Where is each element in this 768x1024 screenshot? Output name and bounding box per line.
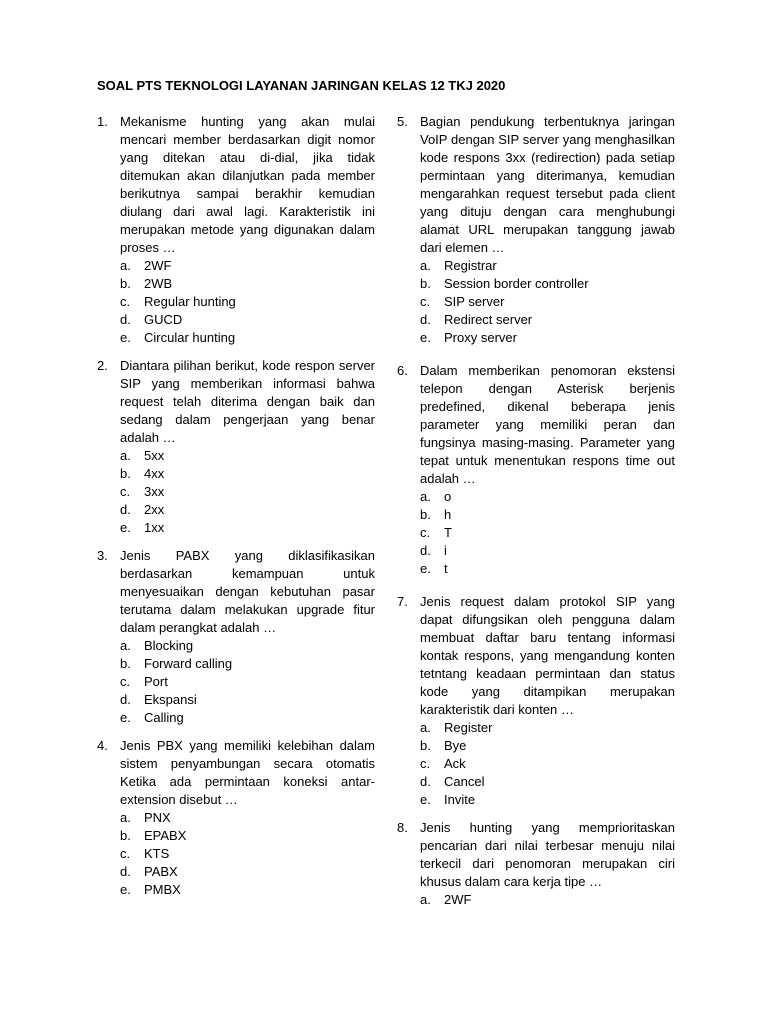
- option-text: 1xx: [144, 520, 165, 535]
- option-text: 5xx: [144, 448, 165, 463]
- question-text: Dalam memberikan penomoran ekstensi telepon dengan Asterisk berjenis predefined, dikenal beberapa jenis parameter yang memiliki peran dan fungsinya masing-masing. Parameter yang tepat untuk menentukan respons time out adalah …: [420, 363, 675, 486]
- option-letter: b.: [420, 507, 431, 522]
- option-text: Circular hunting: [144, 330, 236, 345]
- question-text: Jenis PABX yang diklasifikasikan berdasarkan kemampuan untuk menyesuaikan dengan kebutuhan pasar terutama dalam melakukan upgrade fitur dalam perangkat adalah …: [120, 548, 375, 635]
- option-letter: a.: [420, 892, 431, 907]
- question-number: 4.: [97, 738, 108, 753]
- answer-option: [420, 488, 675, 506]
- option-text: PMBX: [144, 882, 181, 897]
- answer-option: [120, 275, 375, 293]
- answer-options: [420, 891, 675, 909]
- option-text: Regular hunting: [144, 294, 236, 309]
- answer-option: [420, 542, 675, 560]
- option-letter: a.: [120, 448, 131, 463]
- question-text: Diantara pilihan berikut, kode respon server SIP yang memberikan informasi bahwa request telah diterima dengan baik dan sedang dalam pengerjaan yang benar adalah …: [120, 358, 375, 445]
- question-number: 7.: [397, 594, 408, 609]
- option-text: Proxy server: [444, 330, 517, 345]
- option-text: 4xx: [144, 466, 165, 481]
- answer-option: [120, 257, 375, 275]
- answer-option: [420, 506, 675, 524]
- option-letter: e.: [120, 882, 131, 897]
- option-text: Ekspansi: [144, 692, 197, 707]
- option-letter: d.: [120, 312, 131, 327]
- option-letter: b.: [120, 276, 131, 291]
- answer-option: [120, 483, 375, 501]
- document-title: SOAL PTS TEKNOLOGI LAYANAN JARINGAN KELAS 12 TKJ 2020: [97, 78, 506, 93]
- answer-option: [420, 293, 675, 311]
- option-letter: d.: [420, 312, 431, 327]
- option-letter: e.: [420, 330, 431, 345]
- option-letter: d.: [120, 692, 131, 707]
- answer-option: [120, 863, 375, 881]
- option-letter: a.: [120, 810, 131, 825]
- answer-option: [120, 519, 375, 537]
- option-text: Port: [144, 674, 168, 689]
- option-letter: a.: [120, 258, 131, 273]
- option-letter: b.: [420, 738, 431, 753]
- question-text: Jenis PBX yang memiliki kelebihan dalam sistem penyambungan secara otomatis Ketika ada permintaan koneksi antar-extension disebut …: [120, 738, 375, 807]
- answer-option: [420, 755, 675, 773]
- option-text: Invite: [444, 792, 476, 807]
- answer-option: [120, 447, 375, 465]
- answer-option: [120, 845, 375, 863]
- option-letter: c.: [420, 756, 431, 771]
- answer-option: [120, 329, 375, 347]
- answer-options: [420, 257, 675, 347]
- answer-option: [120, 655, 375, 673]
- question-1: [97, 113, 375, 347]
- question-7: [397, 593, 675, 809]
- answer-option: [420, 773, 675, 791]
- answer-option: [120, 809, 375, 827]
- option-letter: c.: [120, 674, 131, 689]
- option-letter: e.: [420, 561, 431, 576]
- answer-option: [420, 524, 675, 542]
- option-text: 2WB: [144, 276, 173, 291]
- question-number: 6.: [397, 363, 408, 378]
- answer-option: [420, 257, 675, 275]
- answer-option: [420, 719, 675, 737]
- option-letter: a.: [420, 489, 431, 504]
- option-text: EPABX: [144, 828, 187, 843]
- answer-options: [120, 257, 375, 347]
- option-letter: e.: [420, 792, 431, 807]
- option-text: Forward calling: [144, 656, 233, 671]
- option-text: Calling: [144, 710, 184, 725]
- option-text: 2xx: [144, 502, 165, 517]
- option-letter: d.: [420, 774, 431, 789]
- option-letter: e.: [120, 520, 131, 535]
- option-letter: d.: [120, 864, 131, 879]
- option-text: T: [444, 525, 452, 540]
- answer-options: [120, 637, 375, 727]
- option-letter: e.: [120, 330, 131, 345]
- option-letter: d.: [420, 543, 431, 558]
- question-6: [397, 362, 675, 578]
- option-letter: d.: [120, 502, 131, 517]
- option-text: Blocking: [144, 638, 194, 653]
- answer-option: [120, 691, 375, 709]
- answer-option: [120, 827, 375, 845]
- option-text: PABX: [144, 864, 178, 879]
- answer-option: [120, 881, 375, 899]
- question-text: Jenis request dalam protokol SIP yang dapat difungsikan oleh pengguna dalam membuat daftar baru tentang informasi kontak respons, yang mengandung konten tetntang keadaan permintaan dan status kode yang ditampikan merupakan karakteristik dari konten …: [420, 594, 675, 717]
- answer-option: [120, 311, 375, 329]
- option-text: 2WF: [444, 892, 472, 907]
- answer-option: [420, 560, 675, 578]
- option-text: Register: [444, 720, 493, 735]
- answer-options: [120, 809, 375, 899]
- question-2: [97, 357, 375, 537]
- question-text: Jenis hunting yang memprioritaskan pencarian dari nilai terbesar menuju nilai terkecil dari penomoran merupakan ciri khusus dalam cara kerja tipe …: [420, 820, 675, 889]
- answer-option: [420, 275, 675, 293]
- question-3: [97, 547, 375, 727]
- option-letter: a.: [120, 638, 131, 653]
- option-letter: b.: [420, 276, 431, 291]
- question-number: 5.: [397, 114, 408, 129]
- option-letter: e.: [120, 710, 131, 725]
- answer-option: [120, 709, 375, 727]
- option-letter: c.: [120, 484, 131, 499]
- answer-option: [120, 673, 375, 691]
- option-letter: a.: [420, 258, 431, 273]
- question-5: [397, 113, 675, 347]
- option-text: Session border controller: [444, 276, 589, 291]
- answer-option: [420, 329, 675, 347]
- option-text: Registrar: [444, 258, 497, 273]
- option-text: t: [444, 561, 448, 576]
- answer-option: [420, 891, 675, 909]
- option-letter: c.: [120, 846, 131, 861]
- option-text: GUCD: [144, 312, 183, 327]
- option-text: Bye: [444, 738, 467, 753]
- option-letter: a.: [420, 720, 431, 735]
- question-number: 3.: [97, 548, 108, 563]
- answer-option: [420, 737, 675, 755]
- option-letter: c.: [420, 294, 431, 309]
- option-text: i: [444, 543, 447, 558]
- question-number: 1.: [97, 114, 108, 129]
- question-4: [97, 737, 375, 899]
- question-number: 8.: [397, 820, 408, 835]
- option-text: Cancel: [444, 774, 485, 789]
- option-text: Ack: [444, 756, 466, 771]
- option-text: 2WF: [144, 258, 172, 273]
- answer-options: [420, 488, 675, 578]
- question-text: Mekanisme hunting yang akan mulai mencari member berdasarkan digit nomor yang ditekan atau di-dial, jika tidak ditemukan akan dilanjutkan pada member berikutnya sampai berakhir kemudian diulang dari awal lagi. Karakteristik ini merupakan metode yang digunakan dalam proses …: [120, 114, 375, 255]
- option-letter: b.: [120, 656, 131, 671]
- question-8: [397, 819, 675, 909]
- answer-option: [420, 791, 675, 809]
- option-text: h: [444, 507, 452, 522]
- option-letter: b.: [120, 466, 131, 481]
- option-text: 3xx: [144, 484, 165, 499]
- answer-options: [420, 719, 675, 809]
- answer-option: [120, 501, 375, 519]
- answer-option: [120, 637, 375, 655]
- question-number: 2.: [97, 358, 108, 373]
- left-column: [97, 113, 375, 899]
- right-column: [397, 113, 675, 909]
- option-letter: c.: [420, 525, 431, 540]
- answer-option: [120, 465, 375, 483]
- question-text: Bagian pendukung terbentuknya jaringan VoIP dengan SIP server yang menghasilkan kode respons 3xx (redirection) pada setiap permintaan yang diterimanya, kemudian mengarahkan request tersebut pada client yang dituju dengan cara menghubungi alamat URL merupakan tanggung jawab dari elemen …: [420, 114, 675, 255]
- answer-options: [120, 447, 375, 537]
- option-text: o: [444, 489, 452, 504]
- option-letter: c.: [120, 294, 131, 309]
- answer-option: [420, 311, 675, 329]
- option-text: Redirect server: [444, 312, 533, 327]
- option-letter: b.: [120, 828, 131, 843]
- option-text: SIP server: [444, 294, 505, 309]
- answer-option: [120, 293, 375, 311]
- option-text: KTS: [144, 846, 170, 861]
- option-text: PNX: [144, 810, 171, 825]
